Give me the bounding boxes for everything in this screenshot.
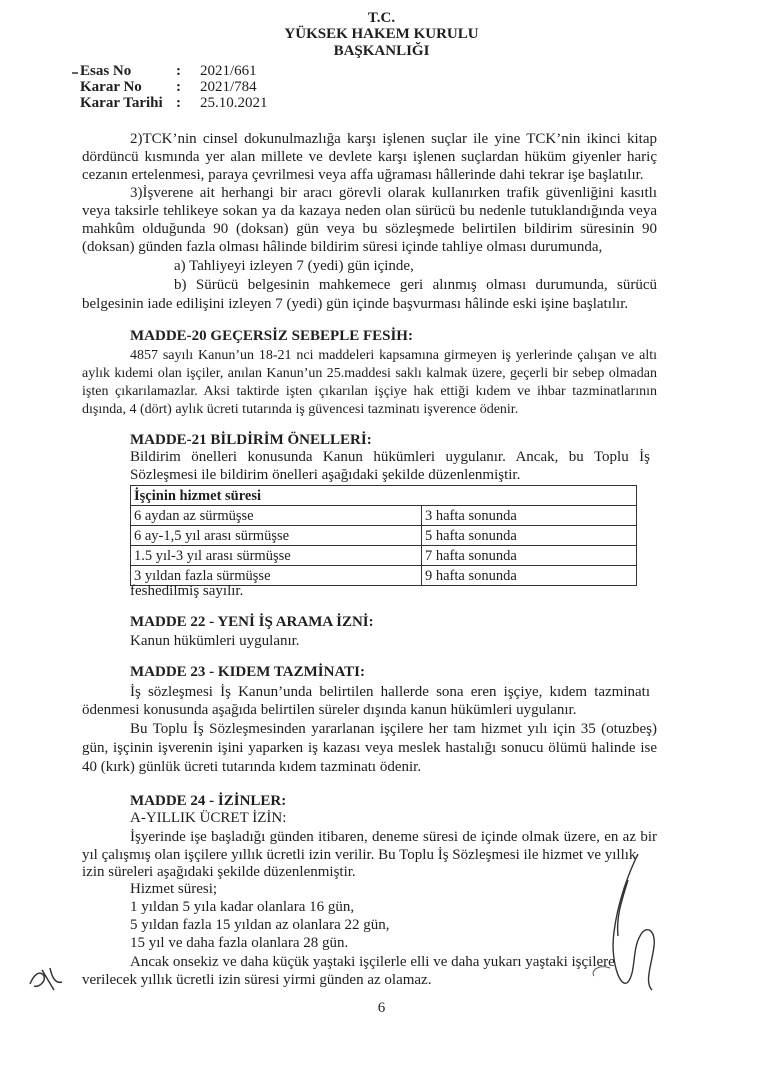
service-list-item: 15 yıl ve daha fazla olanlara 28 gün. — [130, 935, 349, 951]
table-row — [131, 526, 637, 546]
paragraph-3-line: 3)İşverene ait herhangi bir aracı görevli olarak kullanırken trafik güvenliğini kasıtlı — [130, 185, 657, 201]
period-cell: 6 ay-1,5 yıl arası sürmüşse — [131, 526, 422, 546]
header-tc: T.C. — [367, 10, 396, 26]
madde-21-line: Sözleşmesi ile bildirim önelleri aşağıdaki şekilde düzenlenmiştir. — [130, 467, 521, 483]
madde-20-line: dışında, 4 (dört) aylık ücreti tutarında iş güvencesi tazminatı işverence ödenir. — [82, 402, 519, 417]
madde-20-heading: MADDE-20 GEÇERSİZ SEBEPLE FESİH: — [130, 328, 413, 344]
madde-21-heading: MADDE-21 BİLDİRİM ÖNELLERİ: — [130, 432, 372, 448]
table-row — [131, 546, 637, 566]
service-list-item: 1 yıldan 5 yıla kadar olanlara 16 gün, — [130, 899, 355, 915]
notice-cell: 5 hafta sonunda — [422, 526, 637, 546]
madde-22-text: Kanun hükümleri uygulanır. — [130, 633, 300, 649]
paragraph-2-line: cezanın ertelenmesi, paraya çevrilmesi veya affa uğraması hâllerinde dahi tekrar işe başlatılır. — [82, 167, 644, 183]
madde-24-subheading: A-YILLIK ÜCRET İZİN: — [130, 810, 287, 826]
madde-20-line: aylık kıdemi olan işçiler, anılan Kanun’un 25.maddesi saklı kalmak üzere, geçerli bir sebep olmadan — [82, 366, 657, 381]
paragraph-3-line: mahkûm olduğunda 90 (doksan) gün veya bu sözleşmede belirtilen bildirim süresinin 90 — [82, 221, 657, 237]
madde-20-line: 4857 sayılı Kanun’un 18-21 nci maddeleri kapsamına girmeyen iş yerlerinde çalışan ve altı — [130, 348, 657, 363]
paragraph-3-line: veya taksirle tehlikeye sokan ya da kazaya neden olan sürücü bu nedenle tutuklandığında veya — [82, 203, 657, 219]
item-b-line: b) Sürücü belgesinin mahkemece geri alınmış olması durumunda, sürücü — [174, 277, 657, 293]
madde-24-line: İşyerinde işe başladığı günden itibaren, deneme süresi de içinde olmak üzere, en az bir — [130, 829, 657, 845]
period-cell: 6 aydan az sürmüşse — [131, 506, 422, 526]
madde-24-line: izin süreleri aşağıdaki şekilde düzenlenmiştir. — [82, 864, 356, 880]
madde-23-line: gün, işçinin işverenin işini yaparken iş kazası veya meslek hastalığı sonucu ölümü halinde ise — [82, 740, 657, 756]
madde-24-closing-line: Ancak onsekiz ve daha küçük yaştaki işçilerle elli ve daha yukarı yaştaki işçilere — [130, 954, 615, 970]
paragraph-2-line: dördüncü kısmında yer alan millete ve devlete karşı işlenen suçlardan hüküm giyenler hariç — [82, 149, 657, 165]
madde-22-heading: MADDE 22 - YENİ İŞ ARAMA İZNİ: — [130, 614, 374, 630]
meta-key: Karar Tarihi — [80, 95, 163, 111]
meta-row-karar-tarihi — [0, 95, 400, 115]
dash-mark — [72, 72, 78, 74]
madde-24-closing-line: verilecek yıllık ücretli izin süresi yirmi günden az olamaz. — [82, 972, 432, 988]
meta-sep: : — [176, 63, 181, 79]
madde-24-heading: MADDE 24 - İZİNLER: — [130, 793, 287, 809]
service-list-item: 5 yıldan fazla 15 yıldan az olanlara 22 gün, — [130, 917, 390, 933]
meta-key: Karar No — [80, 79, 142, 95]
meta-sep: : — [176, 79, 181, 95]
initial-mark — [24, 960, 68, 996]
madde-23-line: ödenmesi konusunda aşağıda belirtilen süreler dışında kanun hükümleri uygulanır. — [82, 702, 577, 718]
period-cell: 3 yıldan fazla sürmüşse — [131, 566, 422, 586]
meta-sep: : — [176, 95, 181, 111]
item-b-line: belgesinin iade edilişini izleyen 7 (yedi) gün içinde başvurması hâlinde eski işine başlatılır. — [82, 296, 629, 312]
madde-23-line: Bu Toplu İş Sözleşmesinden yararlanan işçilere her tam hizmet yılı için 35 (otuzbeş) — [130, 721, 657, 737]
item-a: a) Tahliyeyi izleyen 7 (yedi) gün içinde, — [174, 258, 414, 274]
paragraph-3-line: (doksan) günden fazla olması hâlinde bildirim süresi içinde tahliye olması durumunda, — [82, 239, 603, 255]
madde-23-line: 40 (kırk) günlük ücreti tutarında kıdem tazminatı ödenir. — [82, 759, 422, 775]
paragraph-2-line: 2)TCK’nin cinsel dokunulmazlığa karşı işlenen suçlar ile yine TCK’nin ikinci kitap — [130, 131, 657, 147]
madde-23-heading: MADDE 23 - KIDEM TAZMİNATI: — [130, 664, 365, 680]
meta-value: 25.10.2021 — [200, 95, 268, 111]
header-presidency: BAŞKANLIĞI — [333, 43, 430, 59]
notice-period-table — [130, 485, 637, 586]
notice-cell: 9 hafta sonunda — [422, 566, 637, 586]
madde-23-line: İş sözleşmesi İş Kanun’unda belirtilen hallerde sona eren işçiye, kıdem tazminatı — [130, 684, 650, 700]
madde-20-line: işten çıkarılamazlar. Aksi taktirde işten çıkarılan işçiye hak ettiği kıdem ve ihbar tazminatlarının — [82, 384, 657, 399]
meta-key: Esas No — [80, 63, 132, 79]
madde-21-after: feshedilmiş sayılır. — [130, 583, 244, 599]
page-number: 6 — [377, 1000, 386, 1016]
madde-21-line: Bildirim önelleri konusunda Kanun hükümleri uygulanır. Ancak, bu Toplu İş — [130, 449, 650, 465]
table-header-row — [131, 486, 637, 506]
madde-24-line: yıl çalışmış olan işçilere yıllık ücretli izin verilir. Bu Toplu İş Sözleşmesi ile hizmet ve yıllık — [82, 847, 637, 863]
meta-value: 2021/784 — [200, 79, 257, 95]
meta-value: 2021/661 — [200, 63, 257, 79]
signature-mark — [570, 840, 680, 1000]
header-institution: YÜKSEK HAKEM KURULU — [284, 26, 479, 42]
period-cell: 1.5 yıl-3 yıl arası sürmüşse — [131, 546, 422, 566]
notice-cell: 7 hafta sonunda — [422, 546, 637, 566]
notice-cell: 3 hafta sonunda — [422, 506, 637, 526]
service-list-title: Hizmet süresi; — [130, 881, 218, 897]
table-row — [131, 506, 637, 526]
table-header: İşçinin hizmet süresi — [131, 486, 637, 506]
